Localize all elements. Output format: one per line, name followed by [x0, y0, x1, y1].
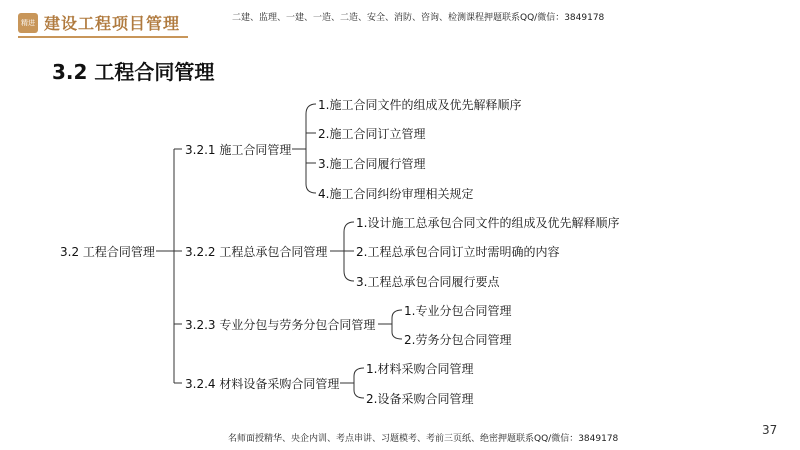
- leaf-item: 3.施工合同履行管理: [318, 157, 426, 171]
- leaf-item: 1.材料采购合同管理: [366, 362, 474, 376]
- leaf-item: 1.设计施工总承包合同文件的组成及优先解释顺序: [356, 216, 620, 230]
- footer-contact-note: 名师面授精华、央企内训、考点串讲、习题模考、考前三页纸、绝密押题联系QQ/微信：3849178: [228, 434, 619, 444]
- leaf-item: 2.设备采购合同管理: [366, 392, 474, 406]
- branch-label-3-2-3: 3.2.3 专业分包与劳务分包合同管理: [185, 318, 376, 332]
- leaf-item: 4.施工合同纠纷审理相关规定: [318, 187, 474, 201]
- leaf-item: 2.劳务分包合同管理: [404, 333, 512, 347]
- leaf-item: 2.工程总承包合同订立时需明确的内容: [356, 245, 560, 259]
- page-title: 3.2 工程合同管理: [52, 60, 215, 84]
- branch-label-3-2-2: 3.2.2 工程总承包合同管理: [185, 245, 328, 259]
- leaf-item: 1.施工合同文件的组成及优先解释顺序: [318, 98, 522, 112]
- brand-title: 建设工程项目管理: [44, 14, 181, 33]
- branch-label-3-2-1: 3.2.1 施工合同管理: [185, 143, 292, 157]
- leaf-item: 1.专业分包合同管理: [404, 304, 512, 318]
- leaf-item: 3.工程总承包合同履行要点: [356, 275, 500, 289]
- logo-badge: 精进: [18, 13, 38, 33]
- tree-root: 3.2 工程合同管理: [60, 245, 155, 259]
- header-contact-note: 二建、监理、一建、一造、二造、安全、消防、咨询、检测课程押题联系QQ/微信：3849178: [232, 13, 605, 23]
- page-number: 37: [762, 423, 778, 437]
- leaf-item: 2.施工合同订立管理: [318, 127, 426, 141]
- branch-label-3-2-4: 3.2.4 材料设备采购合同管理: [185, 377, 340, 391]
